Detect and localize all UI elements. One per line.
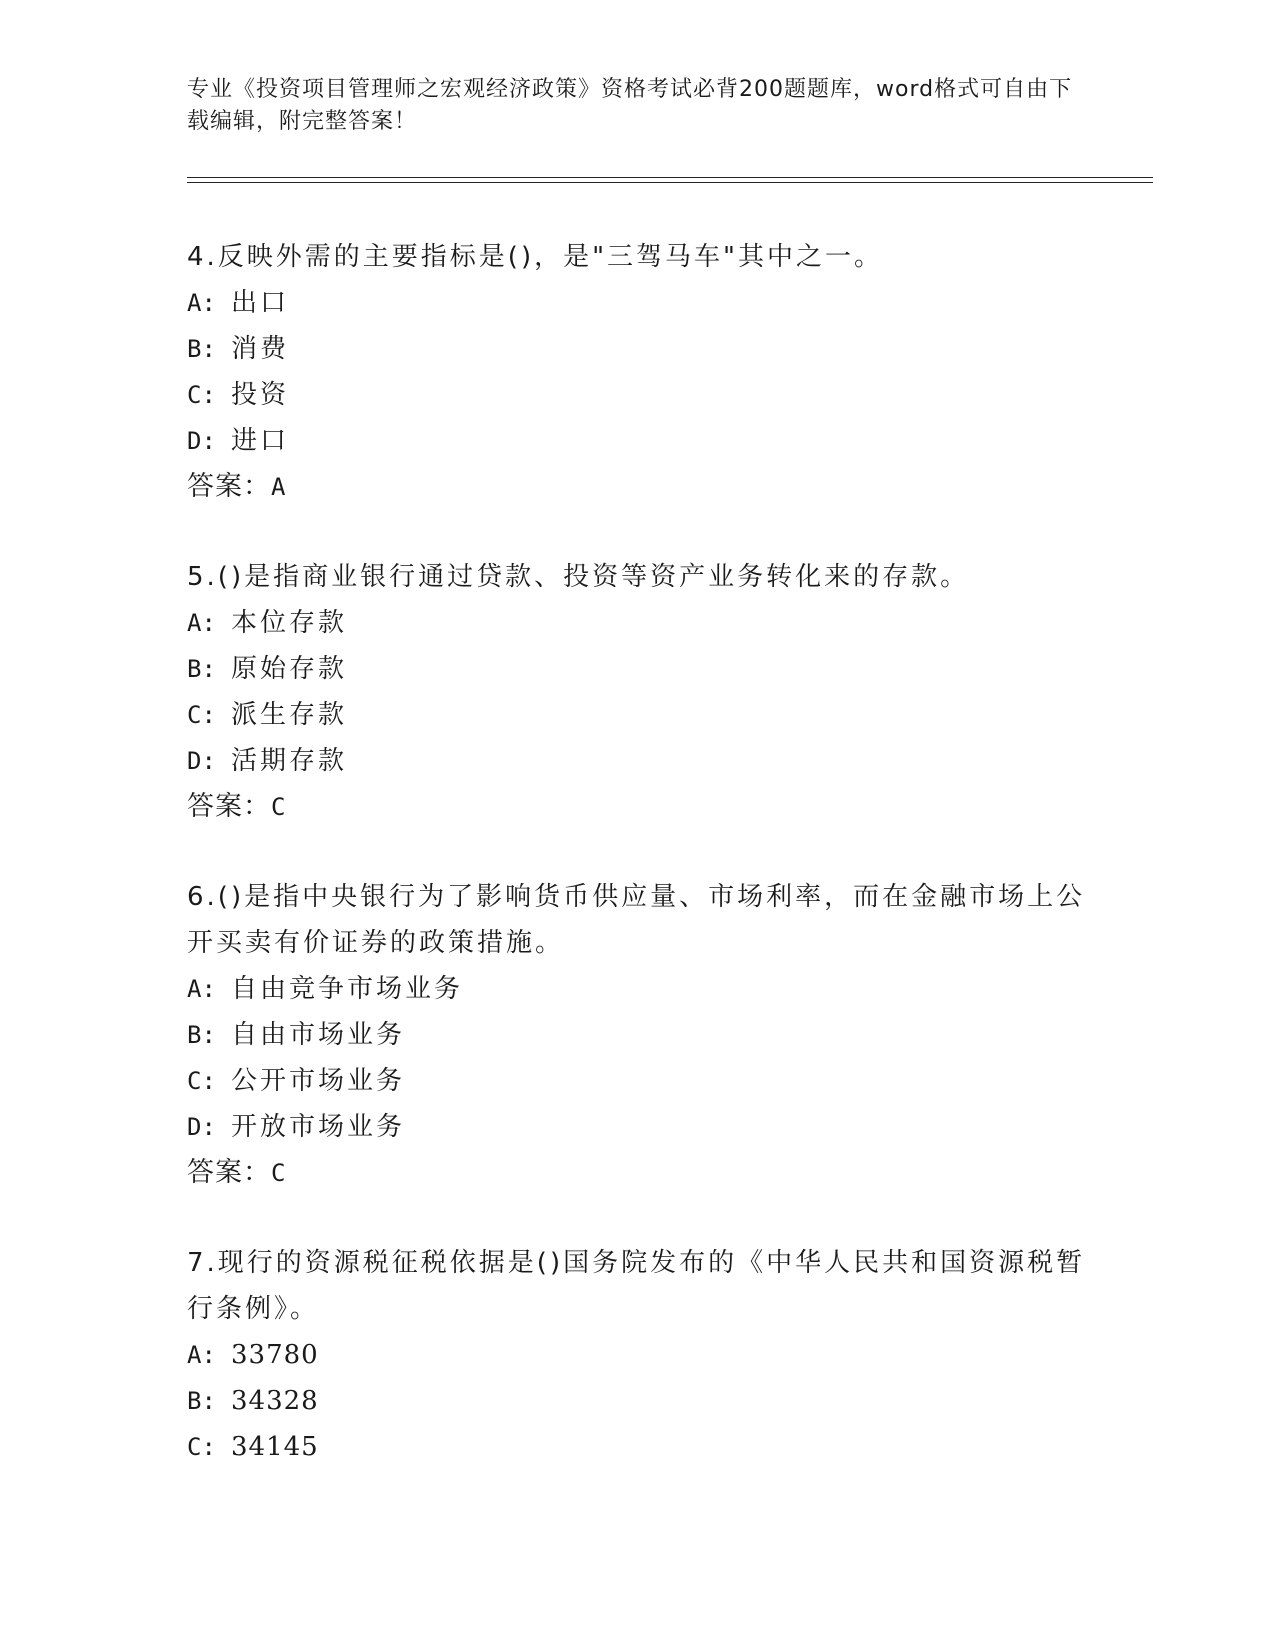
- option-text: 消费: [231, 334, 290, 364]
- option-c: [187, 1424, 1087, 1470]
- option-text: 原始存款: [231, 654, 348, 684]
- header-divider-top: [187, 177, 1153, 178]
- option-label: C:: [187, 381, 216, 409]
- header-divider-bottom: [187, 182, 1153, 183]
- option-label: C:: [187, 1433, 216, 1461]
- option-text: 出口: [231, 288, 290, 318]
- option-d: [187, 1104, 1087, 1150]
- question-6: [187, 874, 1087, 1196]
- option-label: B:: [187, 1021, 216, 1049]
- option-label: A:: [187, 975, 216, 1003]
- option-text: 开放市场业务: [231, 1112, 406, 1142]
- option-b: [187, 1378, 1087, 1424]
- option-text: 自由竞争市场业务: [231, 974, 464, 1004]
- option-d: [187, 738, 1087, 784]
- option-label: D:: [187, 747, 216, 775]
- option-label: D:: [187, 1113, 216, 1141]
- option-text: 34328: [231, 1386, 319, 1416]
- option-a: [187, 280, 1087, 326]
- option-text: 进口: [231, 426, 290, 456]
- option-a: [187, 966, 1087, 1012]
- option-label: C:: [187, 701, 216, 729]
- answer-line: [187, 464, 1087, 510]
- option-label: B:: [187, 335, 216, 363]
- answer-value: C: [271, 793, 287, 821]
- document-intro: 专业《投资项目管理师之宏观经济政策》资格考试必背200题题库，word格式可自由下载编辑，附完整答案！: [187, 77, 1073, 134]
- answer-value: C: [271, 1159, 287, 1187]
- option-label: D:: [187, 427, 216, 455]
- option-text: 33780: [231, 1340, 319, 1370]
- option-label: A:: [187, 1341, 216, 1369]
- option-text: 34145: [231, 1432, 319, 1462]
- option-label: A:: [187, 609, 216, 637]
- option-c: [187, 372, 1087, 418]
- answer-value: A: [271, 473, 287, 501]
- option-label: C:: [187, 1067, 216, 1095]
- option-text: 本位存款: [231, 608, 348, 638]
- question-stem: 4.反映外需的主要指标是()，是"三驾马车"其中之一。: [187, 242, 884, 272]
- option-text: 公开市场业务: [231, 1066, 406, 1096]
- question-stem: 7.现行的资源税征税依据是()国务院发布的《中华人民共和国资源税暂行条例》。: [187, 1248, 1086, 1324]
- option-a: [187, 1332, 1087, 1378]
- question-5: [187, 554, 1087, 830]
- option-b: [187, 326, 1087, 372]
- option-a: [187, 600, 1087, 646]
- question-7: [187, 1240, 1087, 1470]
- question-stem: 6.()是指中央银行为了影响货币供应量、市场利率，而在金融市场上公开买卖有价证券的政策措施。: [187, 882, 1086, 958]
- option-label: B:: [187, 1387, 216, 1415]
- option-c: [187, 692, 1087, 738]
- question-4: [187, 234, 1087, 510]
- answer-label: 答案：: [187, 1157, 271, 1188]
- question-stem: 5.()是指商业银行通过贷款、投资等资产业务转化来的存款。: [187, 562, 970, 592]
- option-b: [187, 1012, 1087, 1058]
- option-label: B:: [187, 655, 216, 683]
- answer-label: 答案：: [187, 791, 271, 822]
- option-text: 活期存款: [231, 746, 348, 776]
- answer-label: 答案：: [187, 471, 271, 502]
- option-label: A:: [187, 289, 216, 317]
- option-text: 自由市场业务: [231, 1020, 406, 1050]
- answer-line: [187, 1150, 1087, 1196]
- option-text: 投资: [231, 380, 290, 410]
- option-b: [187, 646, 1087, 692]
- option-d: [187, 418, 1087, 464]
- answer-line: [187, 784, 1087, 830]
- option-text: 派生存款: [231, 700, 348, 730]
- option-c: [187, 1058, 1087, 1104]
